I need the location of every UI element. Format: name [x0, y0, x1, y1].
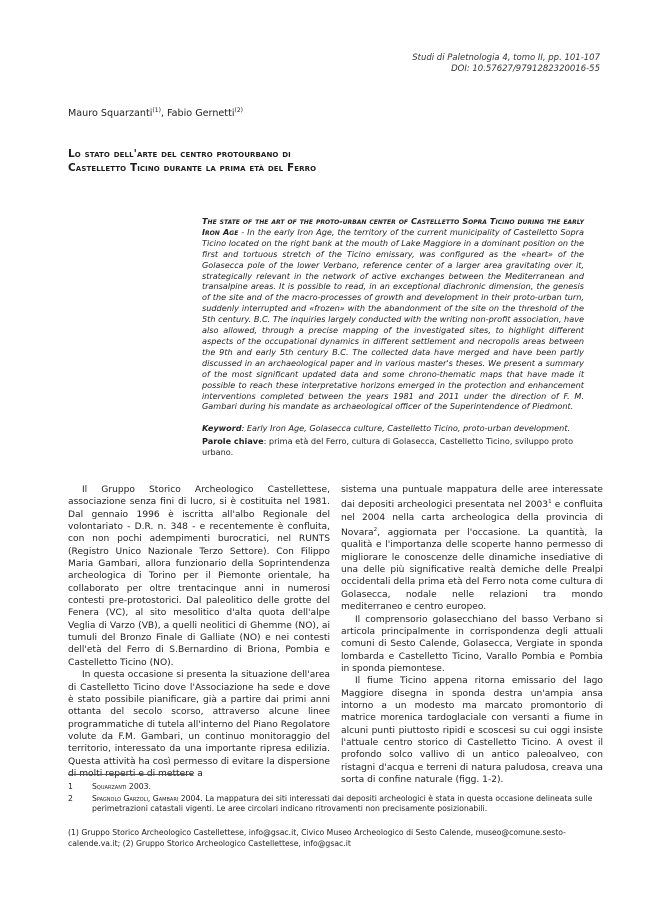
author-affiliation-mark: (2): [234, 107, 243, 114]
journal-citation: [270, 53, 600, 75]
author-affiliation-mark: (1): [152, 107, 161, 114]
footnote-ref: 1: [548, 499, 552, 506]
footnote-body: 2004. La mappatura dei siti interessati dai depositi archeologici è stata in questa occasione delineata sulle perimetrazioni catastali vigenti. Le aree circolari indicano ritrovamenti non precisamente posizionabili.: [92, 794, 593, 813]
footnote-author: Spagnolo Garzoli, Gambari: [92, 794, 179, 803]
body-text: sistema una puntuale mappatura delle aree interessate dai depositi archeologici presentata nel 2003: [341, 485, 603, 511]
footnote-ref: 2: [373, 527, 378, 534]
abstract-title: The state of the art of the proto-urban center of Castelletto Sopra Ticino during the early Iron Age: [202, 216, 584, 237]
keywords-text: : prima età del Ferro, cultura di Golasecca, Castelletto Ticino, sviluppo proto urbano.: [202, 436, 574, 457]
keywords-italian: [202, 436, 584, 458]
body-column-right: [341, 484, 603, 786]
paper-title: [68, 147, 588, 175]
affiliations: (1) Gruppo Storico Archeologico Castellettese, info@gsac.it, Civico Museo Archeologico di Sesto Calende, museo@comune.sesto-calende.va.it; (2) Gruppo Storico Archeologico Castellettese, info@gsac.it: [68, 828, 566, 848]
footnote-text: [92, 794, 603, 814]
body-text: , aggiornata per l'occasione. La quantità, la qualità e l'importanza delle scoperte hanno permesso di migliorare le conoscenze delle dinamiche insediative di una delle più significative realtà demiche delle Prealpi occidentali della prima età del Ferro nota come cultura di Golasecca, nodale nelle relazioni tra mondo mediterraneo e centro europeo.: [341, 528, 603, 613]
abstract: [202, 216, 584, 412]
footnote-number: 2: [68, 794, 73, 803]
author-line: [68, 107, 243, 119]
author-name: Fabio Gernetti: [167, 108, 235, 120]
footnote-text: [92, 782, 603, 792]
journal-doi: DOI: 10.57627/9791282320016-55: [451, 64, 600, 74]
footnote-number: 1: [68, 782, 73, 791]
keywords-label: Parole chiave: [202, 436, 264, 446]
footnote-author: Squarzanti: [92, 782, 127, 791]
keywords-text: : Early Iron Age, Golasecca culture, Castelletto Ticino, proto-urban development.: [241, 423, 571, 433]
author-name: Mauro Squarzanti: [68, 108, 153, 120]
footnote-separator: [68, 774, 193, 775]
abstract-body: - In the early Iron Age, the territory of the current municipality of Castelletto Sopra Ticino located on the right bank at the mouth of Lake Maggiore in a dominant position on the first and tortuous stretch of the Ticino emissary, was configured as the «heart» of the Golasecca pole of the lower Verbano, reference center of a larger area gravitating over it, strategically relevant in the network of active exchanges between the Mediterranean and transalpine areas. It is possible to read, in an exceptional diachronic dimension, the genesis of the site and of the macro-processes of growth and development in their proto-urban turn, suddenly interrupted and «frozen» with the abandonment of the site on the threshold of the 5th century. B.C. The inquiries largely conducted with the writing non-profit association, have also allowed, through a precise mapping of the investigated sites, to highlight different aspects of the occupational dynamics in different settlement and necropolis areas between the 9th and early 5th century B.C. The collected data have merged and have been partly discussed in an archaeological paper and in various master's theses. We present a summary of the most significant updated data and some chrono-thematic maps that have made it possible to reach these interpretative horizons emerged in the protection and enhancement interventions completed between the years 1981 and 2011 under the direction of F. M. Gambari during his mandate as archaeological officer of the Superintendence of Piedmont.: [202, 226, 584, 412]
body-paragraph: Il comprensorio golasecchiano del basso Verbano si articola principalmente in corrispondenza degli attuali comuni di Sesto Calende, Golasecca, Vergiate in sponda lombarda e Castelletto Ticino, Varallo Pombia e Pombia in sponda piemontese.: [341, 614, 603, 674]
body-paragraph: [341, 484, 603, 614]
footnote-body: 2003.: [126, 782, 151, 791]
body-column-left: [68, 484, 330, 780]
body-text: e confluita nel 2004 nella carta archeologica della provincia di Novara: [341, 500, 604, 539]
keywords-english: [202, 423, 584, 434]
body-paragraph: Il Gruppo Storico Archeologico Castellettese, associazione senza fini di lucro, si è costituita nel 1981. Dal gennaio 1996 è iscritta all'albo Regionale del volontariato - D.R. n. 348 - e recentemente è confluita, con non pochi adempimenti burocratici, nel RUNTS (Registro Unico Nazionale Terzo Settore). Con Filippo Maria Gambari, allora funzionario della Soprintendenza archeologica di Torino per il Piemonte orientale, ha collaborato per oltre trentacinque anni in numerosi contesti pre-protostorici. Dal paleolitico delle grotte del Fenera (VC), al sito mesolitico d'alta quota dell'alpe Veglia di Varzo (VB), a quelli neolitici di Ghemme (NO), ai tumuli del Bronzo Finale di Galliate (NO) e nei contesti dell'età del Ferro di S.Bernardino di Briona, Pombia e Castelletto Ticino (NO).: [68, 485, 330, 668]
author-separator: ,: [160, 108, 168, 120]
body-paragraph: In questa occasione si presenta la situazione dell'area di Castelletto Ticino dove l'Associazione ha sede e dove è stato possibile pianificare, già a partire dai primi anni ottanta del secolo scorso, attraverso alcune linee programmatiche di tutela all'interno del Piano Regolatore volute da F.M. Gambari, un continuo monitoraggio del territorio, interessato da una importante ripresa edilizia. Questa attività ha così permesso di evitare la dispersione di molti reperti e di mettere a: [68, 670, 330, 779]
body-paragraph: Il fiume Ticino appena ritorna emissario del lago Maggiore disegna in sponda destra un'ampia ansa intorno a un modesto ma marcato promontorio di matrice morenica tardoglaciale con versanti a fiume in alcuni punti piuttosto ripidi e scoscesi su cui oggi insiste l'attuale centro storico di Castelletto Ticino. A ovest il profondo solco vallivo di un antico paleoalveo, con ristagni d'acqua e terreni di natura paludosa, creava una sorta di confine naturale (figg. 1-2).: [341, 676, 603, 785]
footnote: [68, 782, 603, 792]
footnote: [68, 794, 603, 814]
title-line: Lo stato dell'arte del centro protourbano di: [68, 148, 291, 160]
keywords-label: Keyword: [202, 423, 242, 433]
title-line: Castelletto Ticino durante la prima età del Ferro: [68, 162, 317, 174]
journal-series: Studi di Paletnologia 4, tomo II, pp. 101-107: [412, 53, 600, 63]
